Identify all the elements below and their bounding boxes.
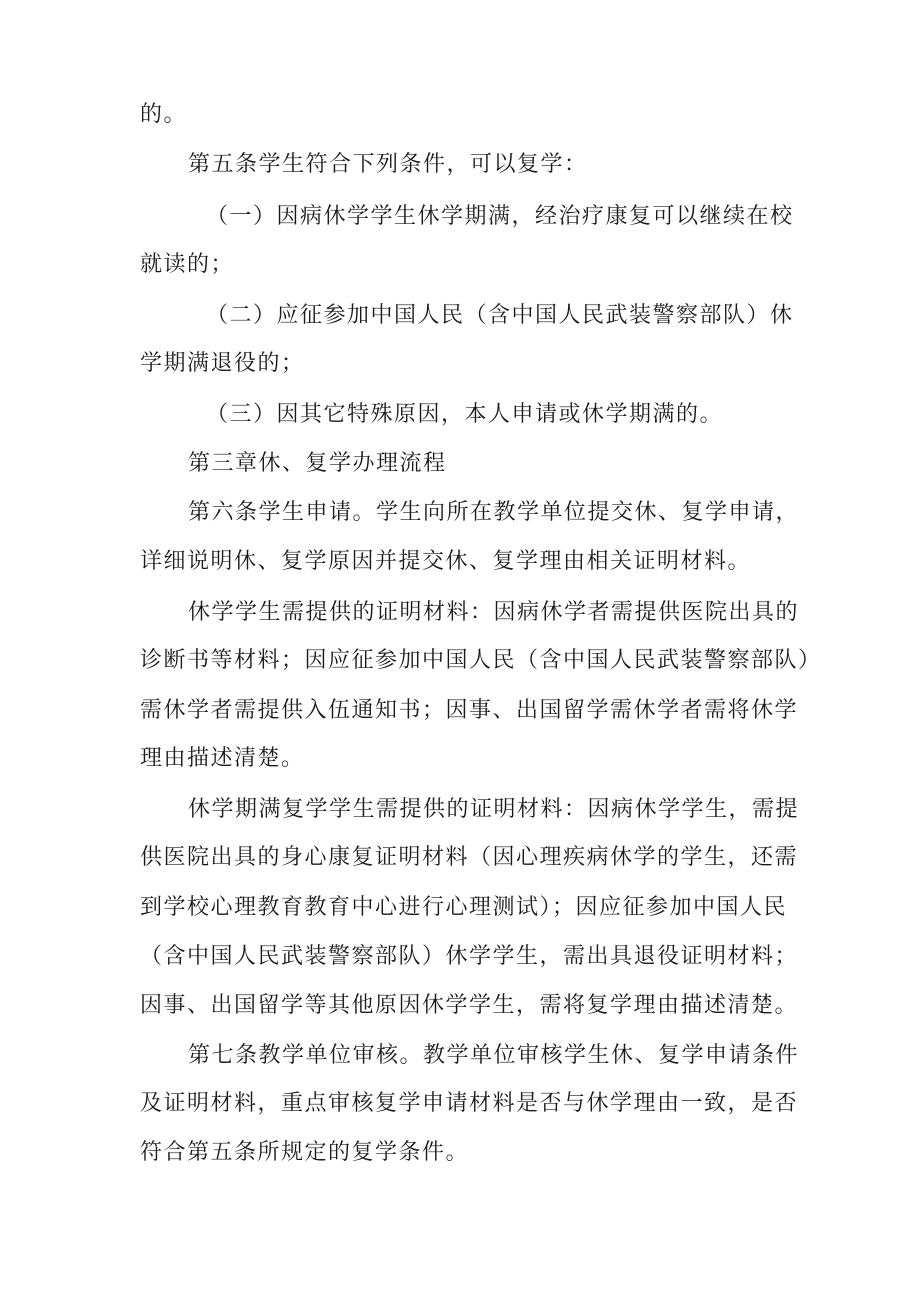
article-7-line-3: 符合第五条所规定的复学条件。 (140, 1140, 470, 1165)
suspension-materials-line-4: 理由描述清楚。 (140, 746, 305, 771)
text-line: 的。 (140, 102, 188, 127)
article-7-line-2: 及证明材料，重点审核复学申请材料是否与休学理由一致，是否 (140, 1091, 799, 1116)
item-2-line-2: 学期满退役的； (140, 351, 305, 376)
item-3-line: （三）因其它特殊原因，本人申请或休学期满的。 (206, 402, 724, 427)
resumption-materials-line-1: 休学期满复学学生需提供的证明材料：因病休学学生，需提 (188, 797, 800, 822)
suspension-materials-line-2: 诊断书等材料；因应征参加中国人民（含中国人民武装警察部队） (140, 648, 822, 673)
article-6-line-1: 第六条学生申请。学生向所在教学单位提交休、复学申请， (188, 500, 800, 525)
suspension-materials-line-3: 需休学者需提供入伍通知书；因事、出国留学需休学者需将休学 (140, 698, 799, 723)
item-2-line-1: （二）应征参加中国人民（含中国人民武装警察部队）休 (206, 303, 794, 328)
article-6-line-2: 详细说明休、复学原因并提交休、复学理由相关证明材料。 (140, 549, 752, 574)
resumption-materials-line-2: 供医院出具的身心康复证明材料（因心理疾病休学的学生，还需 (140, 845, 799, 870)
article-7-line-1: 第七条教学单位审核。教学单位审核学生休、复学申请条件 (188, 1043, 800, 1068)
resumption-materials-line-3: 到学校心理教育教育中心进行心理测试）；因应征参加中国人民 (140, 895, 788, 920)
chapter-3-heading: 第三章休、复学办理流程 (188, 451, 447, 476)
suspension-materials-line-1: 休学学生需提供的证明材料：因病休学者需提供医院出具的 (188, 600, 800, 625)
resumption-materials-line-5: 因事、出国留学等其他原因休学学生，需将复学理由描述清楚。 (140, 993, 799, 1018)
article-5-heading: 第五条学生符合下列条件，可以复学： (188, 152, 588, 177)
item-1-line-1: （一）因病休学学生休学期满，经治疗康复可以继续在校 (206, 204, 794, 229)
resumption-materials-line-4: （含中国人民武装警察部队）休学学生，需出具退役证明材料； (140, 944, 799, 969)
item-1-line-2: 就读的； (140, 252, 235, 277)
